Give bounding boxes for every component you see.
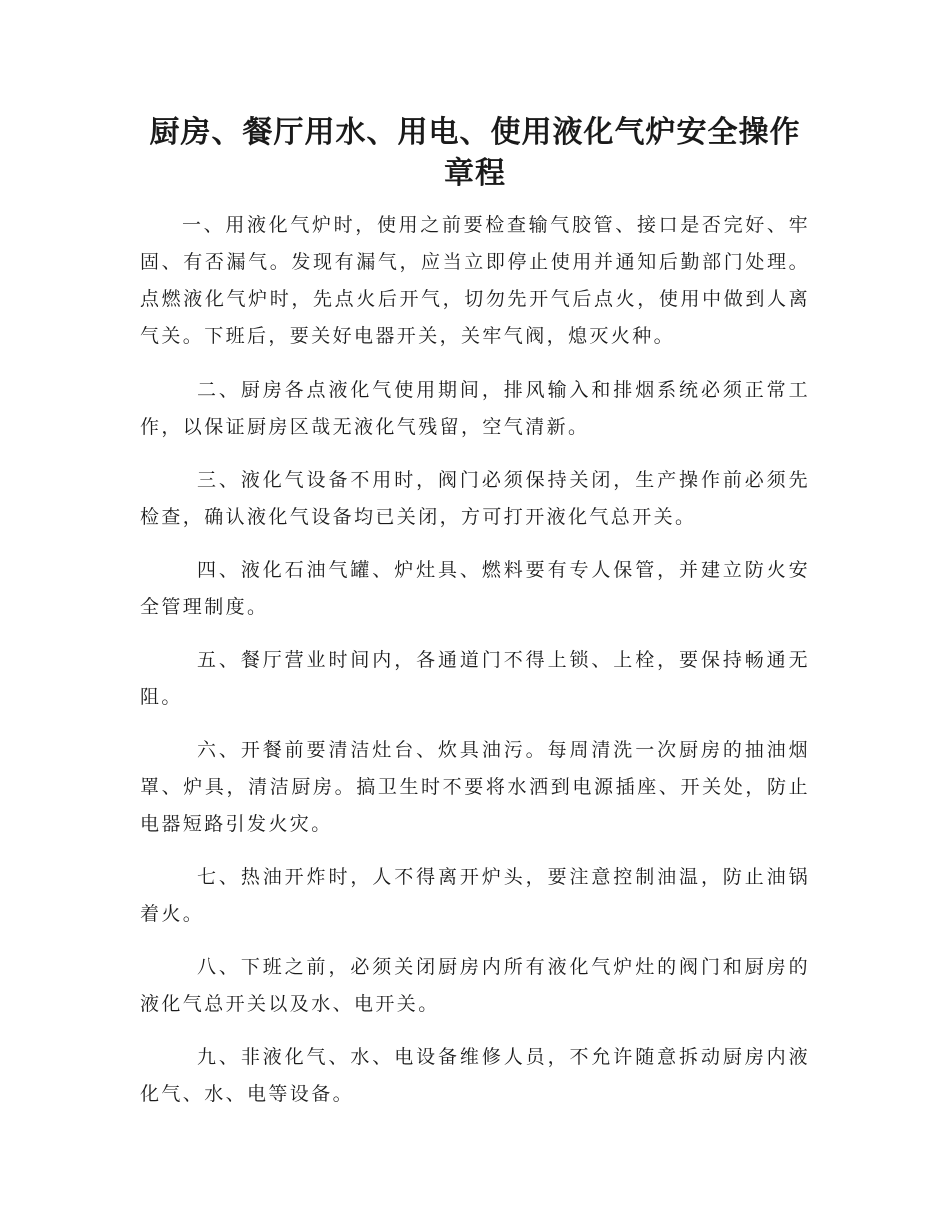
clause-1: 一、用液化气炉时，使用之前要检查输气胶管、接口是否完好、牢固、有否漏气。发现有漏气，应当立即停止使用并通知后勤部门处理。点燃液化气炉时，先点火后开气，切勿先开气后点火，使用中做到人离气关。下班后，要关好电器开关，关牢气阀，熄灭火种。 — [140, 214, 810, 347]
clause-5: 五、餐厅营业时间内，各通道门不得上锁、上栓，要保持畅通无阻。 — [140, 649, 810, 708]
clause-7: 七、热油开炸时，人不得离开炉头，要注意控制油温，防止油锅着火。 — [140, 866, 810, 925]
document-body — [140, 207, 810, 1129]
clause-9: 九、非液化气、水、电设备维修人员，不允许随意拆动厨房内液化气、水、电等设备。 — [140, 1046, 810, 1105]
clause-4: 四、液化石油气罐、炉灶具、燃料要有专人保管，并建立防火安全管理制度。 — [140, 559, 810, 618]
clause-8: 八、下班之前，必须关闭厨房内所有液化气炉灶的阀门和厨房的液化气总开关以及水、电开关。 — [140, 956, 810, 1015]
document-title: 厨房、餐厅用水、用电、使用液化气炉安全操作章程 — [149, 115, 801, 191]
clause-6: 六、开餐前要清洁灶台、炊具油污。每周清洗一次厨房的抽油烟罩、炉具，清洁厨房。搞卫生时不要将水洒到电源插座、开关处，防止电器短路引发火灾。 — [140, 739, 810, 835]
clause-3: 三、液化气设备不用时，阀门必须保持关闭，生产操作前必须先检查，确认液化气设备均已关闭，方可打开液化气总开关。 — [140, 469, 810, 528]
clause-2: 二、厨房各点液化气使用期间，排风输入和排烟系统必须正常工作，以保证厨房区哉无液化气残留，空气清新。 — [140, 379, 810, 438]
